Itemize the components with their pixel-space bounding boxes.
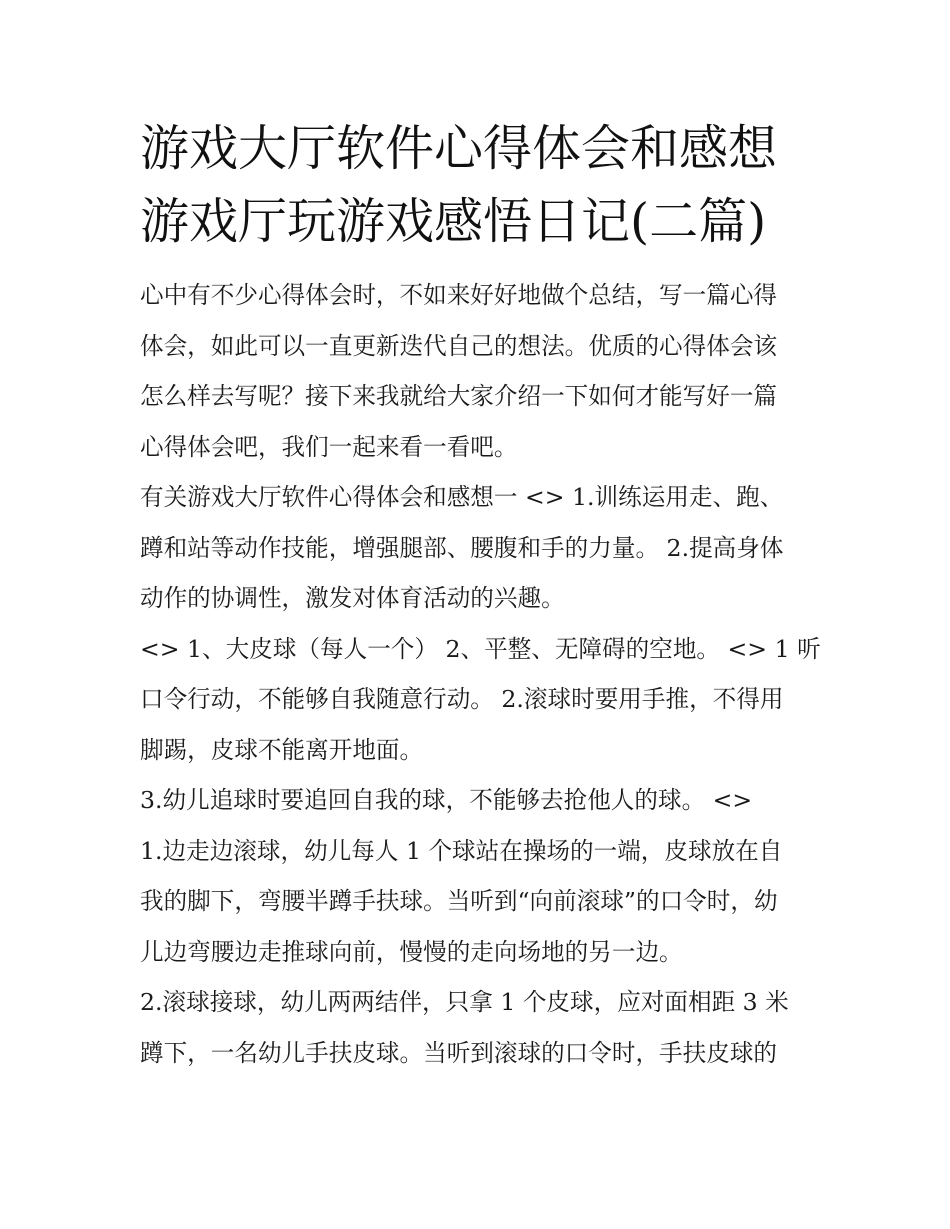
text-line: 体会，如此可以一直更新迭代自己的想法。优质的心得体会该 [140, 331, 778, 360]
text-line: 我的脚下，弯腰半蹲手扶球。当听到“向前滚球”的口令时，幼 [140, 887, 778, 915]
text-line: 心中有不少心得体会时，不如来好好地做个总结，写一篇心得 [140, 281, 778, 309]
text-line: <> 1、大皮球（每人一个） 2、平整、无障碍的空地。 <> 1 听 [140, 634, 821, 663]
text-line: 心得体会吧，我们一起来看一看吧。 [140, 432, 518, 461]
paragraph-rule-3 [140, 775, 820, 826]
text-line: 3.幼儿追球时要追回自我的球，不能够去抢他人的球。 <> [140, 786, 753, 814]
paragraph-step-1 [140, 826, 820, 978]
text-line: 口令行动，不能够自我随意行动。 2.滚球时要用手推，不得用 [140, 685, 784, 713]
paragraph-materials [140, 624, 820, 776]
text-line: 有关游戏大厅软件心得体会和感想一 <> 1.训练运用走、跑、 [140, 483, 784, 511]
text-line: 脚踢，皮球不能离开地面。 [140, 735, 424, 764]
text-line: 蹲和站等动作技能，增强腿部、腰腹和手的力量。 2.提高身体 [140, 533, 784, 562]
text-line: 动作的协调性，激发对体育活动的兴趣。 [140, 584, 565, 612]
paragraph-goals [140, 472, 820, 624]
document-page [140, 112, 820, 1078]
text-line: 1.边走边滚球，幼儿每人 1 个球站在操场的一端，皮球放在自 [140, 836, 783, 865]
paragraph-step-2 [140, 977, 820, 1078]
document-title [140, 112, 820, 258]
paragraph-intro [140, 270, 820, 472]
title-line-2: 游戏厅玩游戏感悟日记(二篇) [140, 193, 767, 250]
title-line-1: 游戏大厅软件心得体会和感想 [140, 120, 778, 177]
text-line: 怎么样去写呢？接下来我就给大家介绍一下如何才能写好一篇 [140, 382, 778, 410]
text-line: 2.滚球接球，幼儿两两结伴，只拿 1 个皮球，应对面相距 3 米 [140, 988, 789, 1016]
document-body [140, 270, 820, 1078]
text-line: 儿边弯腰边走推球向前，慢慢的走向场地的另一边。 [140, 937, 683, 966]
text-line: 蹲下，一名幼儿手扶皮球。当听到滚球的口令时，手扶皮球的 [140, 1038, 778, 1067]
